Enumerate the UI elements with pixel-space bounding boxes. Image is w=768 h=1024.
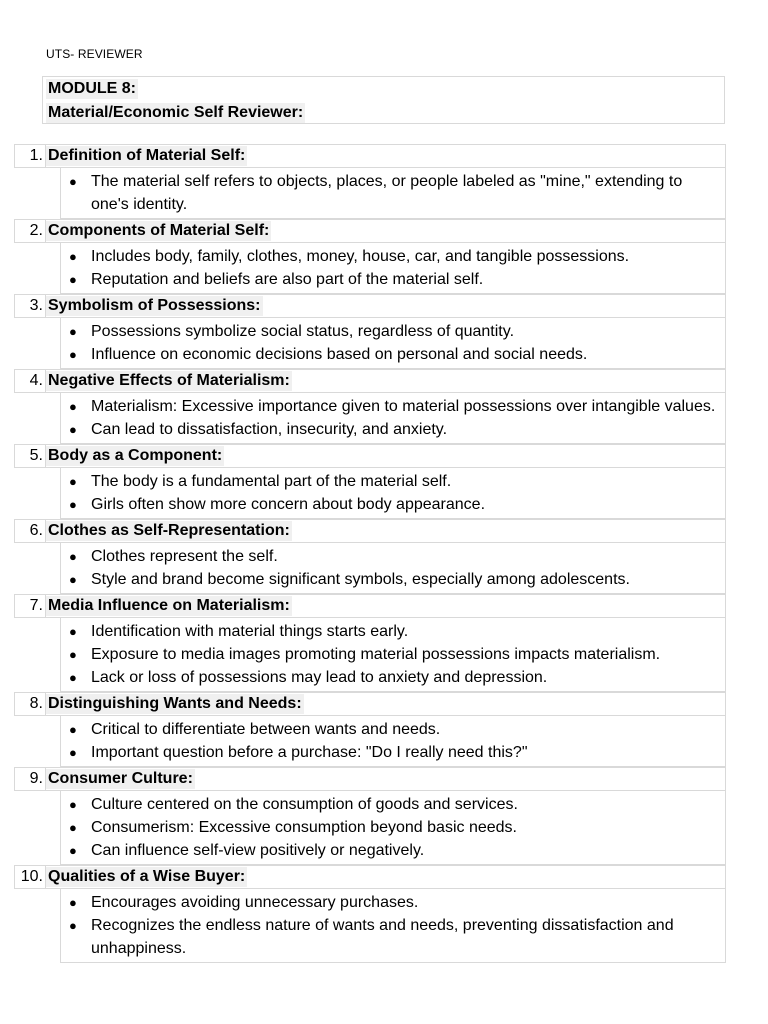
bullet-list (60, 716, 726, 767)
bullet-text: Culture centered on the consumption of goods and services. (91, 796, 518, 813)
bullet-text: Can lead to dissatisfaction, insecurity, and anxiety. (91, 421, 448, 438)
bullet-icon: ● (69, 918, 77, 933)
bullet-icon: ● (69, 745, 77, 760)
bullet-icon: ● (69, 549, 77, 564)
bullet-text: Girls often show more concern about body appearance. (91, 496, 486, 513)
bullet-icon: ● (69, 572, 77, 587)
list-item (61, 891, 717, 914)
section-number: 8. (15, 693, 46, 715)
bullet-text: Reputation and beliefs are also part of the material self. (91, 271, 484, 288)
bullet-icon: ● (69, 399, 77, 414)
bullet-text: Encourages avoiding unnecessary purchases. (91, 894, 419, 911)
bullet-list (60, 889, 726, 963)
list-item (61, 395, 717, 418)
bullet-list (60, 468, 726, 519)
list-item (61, 320, 717, 343)
list-item (61, 741, 717, 764)
list-item (61, 245, 717, 268)
section-title: Negative Effects of Materialism: (48, 372, 290, 389)
list-item (61, 418, 717, 441)
bullet-icon: ● (69, 797, 77, 812)
bullet-icon: ● (69, 497, 77, 512)
reviewer-outline (14, 144, 726, 963)
bullet-icon: ● (69, 820, 77, 835)
section-heading (14, 144, 726, 168)
module-title: MODULE 8: (48, 80, 136, 97)
section-number: 4. (15, 370, 46, 392)
reviewer-title: Material/Economic Self Reviewer: (48, 104, 304, 121)
bullet-icon: ● (69, 324, 77, 339)
section-heading (14, 519, 726, 543)
outline-section (14, 144, 726, 219)
list-item (61, 666, 717, 689)
page-header: UTS- REVIEWER (46, 47, 143, 61)
section-number: 5. (15, 445, 46, 467)
bullet-icon: ● (69, 347, 77, 362)
list-item (61, 839, 717, 862)
bullet-list (60, 791, 726, 865)
section-title: Qualities of a Wise Buyer: (48, 868, 246, 885)
bullet-text: Identification with material things starts early. (91, 623, 409, 640)
list-item (61, 545, 717, 568)
bullet-icon: ● (69, 843, 77, 858)
bullet-list (60, 243, 726, 294)
list-item (61, 343, 717, 366)
bullet-text: Exposure to media images promoting material possessions impacts materialism. (91, 646, 661, 663)
section-heading (14, 594, 726, 618)
bullet-text: Materialism: Excessive importance given to material possessions over intangible values. (91, 398, 716, 415)
list-item (61, 620, 717, 643)
outline-section (14, 594, 726, 692)
bullet-list (60, 618, 726, 692)
bullet-list (60, 318, 726, 369)
section-heading (14, 219, 726, 243)
bullet-icon: ● (69, 272, 77, 287)
bullet-icon: ● (69, 249, 77, 264)
outline-section (14, 692, 726, 767)
bullet-text: The body is a fundamental part of the material self. (91, 473, 452, 490)
section-title: Components of Material Self: (48, 222, 270, 239)
list-item (61, 718, 717, 741)
section-number: 10. (15, 866, 46, 888)
bullet-icon: ● (69, 422, 77, 437)
bullet-list (60, 168, 726, 219)
list-item (61, 793, 717, 816)
bullet-list (60, 543, 726, 594)
section-title: Consumer Culture: (48, 770, 193, 787)
section-title: Symbolism of Possessions: (48, 297, 261, 314)
bullet-text: Includes body, family, clothes, money, house, car, and tangible possessions. (91, 248, 630, 265)
section-title: Distinguishing Wants and Needs: (48, 695, 302, 712)
section-number: 3. (15, 295, 46, 317)
bullet-icon: ● (69, 895, 77, 910)
section-title: Media Influence on Materialism: (48, 597, 290, 614)
bullet-icon: ● (69, 647, 77, 662)
section-heading (14, 294, 726, 318)
bullet-text: The material self refers to objects, places, or people labeled as "mine," extending to one's identity. (91, 173, 683, 213)
section-number: 2. (15, 220, 46, 242)
bullet-icon: ● (69, 722, 77, 737)
list-item (61, 816, 717, 839)
title-box (42, 76, 725, 124)
section-number: 9. (15, 768, 46, 790)
bullet-text: Style and brand become significant symbols, especially among adolescents. (91, 571, 630, 588)
bullet-text: Consumerism: Excessive consumption beyond basic needs. (91, 819, 517, 836)
section-heading (14, 369, 726, 393)
outline-section (14, 369, 726, 444)
bullet-text: Lack or loss of possessions may lead to anxiety and depression. (91, 669, 548, 686)
bullet-text: Recognizes the endless nature of wants and needs, preventing dissatisfaction and unhappiness. (91, 917, 674, 957)
section-title: Clothes as Self-Representation: (48, 522, 290, 539)
list-item (61, 568, 717, 591)
list-item (61, 470, 717, 493)
outline-section (14, 444, 726, 519)
section-heading (14, 767, 726, 791)
section-number: 6. (15, 520, 46, 542)
list-item (61, 268, 717, 291)
list-item (61, 170, 717, 216)
outline-section (14, 294, 726, 369)
bullet-text: Critical to differentiate between wants and needs. (91, 721, 441, 738)
bullet-text: Influence on economic decisions based on personal and social needs. (91, 346, 588, 363)
section-title: Definition of Material Self: (48, 147, 246, 164)
bullet-text: Can influence self-view positively or negatively. (91, 842, 425, 859)
bullet-text: Clothes represent the self. (91, 548, 278, 565)
section-title: Body as a Component: (48, 447, 223, 464)
bullet-list (60, 393, 726, 444)
outline-section (14, 865, 726, 963)
section-number: 7. (15, 595, 46, 617)
list-item (61, 914, 717, 960)
list-item (61, 493, 717, 516)
bullet-icon: ● (69, 624, 77, 639)
section-number: 1. (15, 145, 46, 167)
section-heading (14, 444, 726, 468)
bullet-text: Important question before a purchase: "Do I really need this?" (91, 744, 528, 761)
section-heading (14, 865, 726, 889)
bullet-icon: ● (69, 474, 77, 489)
bullet-text: Possessions symbolize social status, regardless of quantity. (91, 323, 515, 340)
outline-section (14, 519, 726, 594)
outline-section (14, 767, 726, 865)
list-item (61, 643, 717, 666)
bullet-icon: ● (69, 174, 77, 189)
bullet-icon: ● (69, 670, 77, 685)
outline-section (14, 219, 726, 294)
section-heading (14, 692, 726, 716)
